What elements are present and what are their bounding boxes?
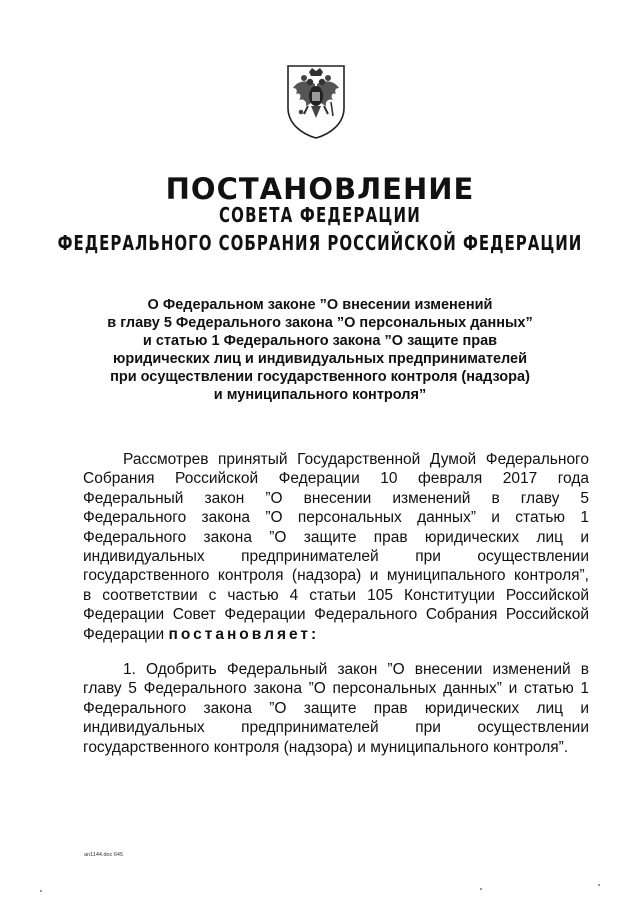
document-subtitle-council: СОВЕТА ФЕДЕРАЦИИ: [218, 202, 422, 228]
preamble-paragraph: [83, 450, 589, 644]
scan-artifact: [598, 884, 600, 886]
heading-line: и муниципального контроля”: [213, 387, 427, 403]
paragraph-line-prefix: Федерации: [83, 625, 165, 643]
document-title: ПОСТАНОВЛЕНИЕ: [165, 172, 475, 206]
document-subtitle-assembly: ФЕДЕРАЛЬНОГО СОБРАНИЯ РОССИЙСКОЙ ФЕДЕРАЦИИ: [57, 230, 583, 256]
paragraph-line: в соответствии с частью 4 статьи 105 Конституции Российской: [83, 586, 589, 604]
heading-line: О Федеральном законе ”О внесении изменений: [147, 297, 493, 313]
coat-of-arms-emblem: [284, 62, 348, 140]
paragraph-line: Рассмотрев принятый Государственной Думой Федерального: [123, 451, 589, 468]
heading-line: и статью 1 Федерального закона ”О защите прав: [142, 333, 498, 349]
paragraph-last-line: [83, 625, 589, 644]
heading-line: в главу 5 Федерального закона ”О персональных данных”: [107, 315, 533, 331]
scan-artifact: [40, 890, 42, 892]
coat-of-arms-icon: [284, 62, 348, 140]
heading-line: при осуществлении государственного контроля (надзора): [110, 369, 530, 385]
paragraph-line: 1. Одобрить Федеральный закон ”О внесении изменений в: [123, 661, 589, 678]
resolves-keyword: постановляет:: [168, 625, 320, 643]
paragraph-line: Федерации Совет Федерации Федерального Собрания Российской: [83, 606, 589, 624]
paragraph-line: главу 5 Федерального закона ”О персональных данных” и статью 1: [83, 680, 589, 698]
heading-line: юридических лиц и индивидуальных предпринимателей: [112, 351, 528, 367]
clause-1-paragraph: [83, 660, 589, 757]
paragraph-line: Федерального закона ”О защите прав юридических лиц и: [83, 699, 589, 717]
document-file-code: an1144.doc 645: [84, 852, 124, 858]
scan-artifact: [480, 888, 482, 890]
paragraph-line: индивидуальных предпринимателей при осуществлении: [83, 548, 589, 566]
paragraph-line: Федерального закона ”О защите прав юридических лиц и: [83, 528, 589, 546]
paragraph-line: Федеральный закон ”О внесении изменений в главу 5: [83, 489, 589, 507]
paragraph-line: индивидуальных предпринимателей при осуществлении: [83, 719, 589, 737]
resolution-heading: [100, 296, 540, 404]
paragraph-line: Собрания Российской Федерации 10 февраля 2017 года: [83, 470, 589, 488]
paragraph-line: государственного контроля (надзора) и муниципального контроля”,: [83, 567, 589, 585]
paragraph-line: государственного контроля (надзора) и муниципального контроля”.: [83, 738, 569, 756]
paragraph-line: Федерального закона ”О персональных данных” и статью 1: [83, 509, 589, 527]
